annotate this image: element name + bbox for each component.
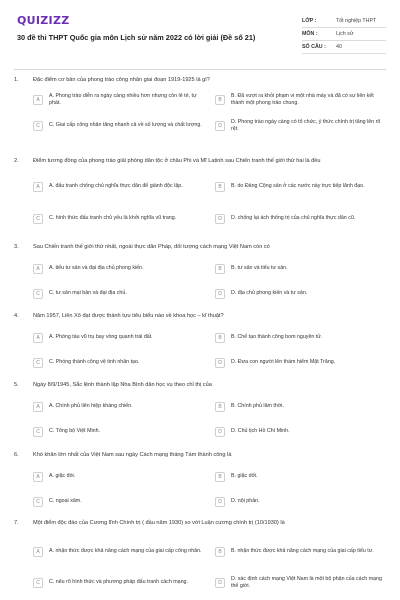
option-c[interactable]	[33, 572, 203, 593]
option-text: B. nhận thức được khả năng cách mạng của giai cấp tiểu tư.	[231, 548, 374, 554]
option-letter: C	[33, 427, 43, 437]
question-text: Một điểm độc đáo của Cương lĩnh Chính trị ( đầu năm 1930) so với Luận cương chính trị (10/1930) là	[33, 520, 285, 526]
question-text: Sau Chiến tranh thế giới thứ nhất, ngoài thực dân Pháp, đối tượng cách mạng Việt Nam còn có	[33, 244, 270, 250]
option-letter: C	[33, 289, 43, 299]
option-letter: C	[33, 358, 43, 368]
option-a[interactable]	[33, 89, 203, 110]
question-number: 6.	[14, 452, 19, 458]
option-text: A. giặc đói.	[49, 473, 76, 479]
option-text: B. tư sản và tiểu tư sản.	[231, 265, 288, 271]
option-letter: C	[33, 121, 43, 131]
question-7	[14, 520, 386, 589]
question-3	[14, 244, 386, 297]
option-text: A. nhận thức được khả năng cách mạng của giai cấp công nhân.	[49, 548, 202, 554]
option-letter: C	[33, 578, 43, 588]
question-number: 5.	[14, 382, 19, 388]
option-text: A. Chính phủ liên hiệp kháng chiến.	[49, 403, 133, 409]
option-letter: B	[215, 95, 225, 105]
meta-value: Lịch sử	[336, 31, 354, 37]
option-text: B. do Đảng Cộng sản ở các nước này trực tiếp lãnh đạo.	[231, 183, 365, 189]
option-text: D. Chủ tịch Hồ Chí Minh.	[231, 428, 290, 434]
option-letter: D	[215, 497, 225, 507]
question-5	[14, 382, 386, 435]
meta-key: SỐ CÂU :	[302, 44, 326, 50]
option-a[interactable]	[33, 176, 203, 197]
option-letter: A	[33, 472, 43, 482]
option-letter: B	[215, 472, 225, 482]
option-a[interactable]	[33, 258, 203, 279]
option-letter: D	[215, 427, 225, 437]
option-text: A. Phong trào diễn ra ngày càng nhiều hơn nhưng còn lẻ tẻ, tự phát.	[49, 92, 197, 106]
meta-row-class	[302, 15, 386, 28]
option-letter: B	[215, 182, 225, 192]
option-c[interactable]	[33, 208, 203, 229]
option-text: C. Giai cấp công nhân tăng nhanh cả về số lượng và chất lượng.	[49, 122, 202, 128]
option-b[interactable]	[215, 89, 386, 110]
option-c[interactable]	[33, 491, 203, 512]
question-text: Đặc điểm cơ bản của phong trào công nhân giai đoạn 1919-1925 là gì?	[33, 77, 210, 83]
option-b[interactable]	[215, 258, 386, 279]
option-letter: D	[215, 289, 225, 299]
option-text: C. tư sản mại bản và đại địa chủ.	[49, 290, 127, 296]
option-text: C. ngoại xâm.	[49, 498, 82, 504]
meta-value: 40	[336, 44, 342, 50]
option-letter: C	[33, 497, 43, 507]
worksheet-header	[0, 0, 400, 70]
question-number: 3.	[14, 244, 19, 250]
option-text: A. Phóng tàu vũ trụ bay vòng quanh trái đất.	[49, 334, 153, 340]
option-text: D. xác định cách mạng Việt Nam là một bộ phận của cách mạng thế giới.	[231, 575, 382, 589]
option-b[interactable]	[215, 541, 386, 562]
option-text: A. đấu tranh chống chủ nghĩa thực dân để giành độc lập.	[49, 183, 183, 189]
question-number: 7.	[14, 520, 19, 526]
option-text: D. nội phản.	[231, 498, 260, 504]
question-number: 1.	[14, 77, 19, 83]
question-text: Ngày 8/9/1945, Sắc lệnh thành lập Nha Bình dân học vụ theo chỉ thị của	[33, 382, 212, 388]
option-a[interactable]	[33, 396, 203, 417]
option-text: C. nêu rõ hình thức và phương pháp đấu tranh cách mạng.	[49, 579, 188, 585]
option-letter: B	[215, 264, 225, 274]
option-text: D. Phong trào ngày càng có tổ chức, ý thức chính trị tăng lên rõ rệt.	[231, 118, 381, 132]
question-4	[14, 313, 386, 366]
option-letter: D	[215, 121, 225, 131]
option-text: C. hình thức đấu tranh chủ yếu là khởi nghĩa vũ trang.	[49, 215, 177, 221]
option-a[interactable]	[33, 327, 203, 348]
meta-value: Tốt nghiệp THPT	[336, 18, 377, 24]
option-c[interactable]	[33, 352, 203, 373]
option-c[interactable]	[33, 283, 203, 304]
option-letter: B	[215, 547, 225, 557]
meta-key: MÔN :	[302, 31, 318, 37]
option-a[interactable]	[33, 541, 203, 562]
quizizz-logo: QUIZIZZ	[17, 14, 70, 27]
option-letter: C	[33, 214, 43, 224]
question-6	[14, 452, 386, 505]
option-d[interactable]	[215, 491, 386, 512]
option-text: D. Đưa con người lên thám hiểm Mặt Trăng.	[231, 359, 336, 365]
option-b[interactable]	[215, 396, 386, 417]
option-b[interactable]	[215, 176, 386, 197]
option-b[interactable]	[215, 466, 386, 487]
option-text: C. Phóng thành công vệ tinh nhân tạo.	[49, 359, 140, 365]
question-2	[14, 158, 386, 222]
option-letter: A	[33, 333, 43, 343]
worksheet-title: 30 đề thi THPT Quốc gia môn Lịch sử năm 2022 có lời giải (Đề số 21)	[17, 33, 256, 42]
option-d[interactable]	[215, 421, 386, 442]
option-c[interactable]	[33, 115, 203, 136]
option-letter: A	[33, 402, 43, 412]
option-text: B. Chế tạo thành công bom nguyên tử.	[231, 334, 323, 340]
option-letter: D	[215, 358, 225, 368]
question-1	[14, 77, 386, 132]
question-number: 4.	[14, 313, 19, 319]
option-a[interactable]	[33, 466, 203, 487]
option-letter: A	[33, 182, 43, 192]
meta-row-count	[302, 41, 386, 54]
option-letter: A	[33, 95, 43, 105]
meta-key: LỚP :	[302, 18, 317, 24]
option-letter: D	[215, 578, 225, 588]
option-text: B. Đã vượt ra khỏi phạm vi một nhà máy và đã có sự liên kết thành một phong trào chung.	[231, 92, 374, 106]
option-text: D. địa chủ phong kiến và tư sản.	[231, 290, 308, 296]
question-text: Năm 1957, Liên Xô đạt được thành tựu tiêu biểu nào về khoa học – kĩ thuật?	[33, 313, 224, 319]
option-letter: B	[215, 333, 225, 343]
option-text: D. chống lại ách thống trị của chủ nghĩa thực dân cũ.	[231, 215, 356, 221]
option-letter: A	[33, 264, 43, 274]
option-letter: D	[215, 214, 225, 224]
question-number: 2.	[14, 158, 19, 164]
option-text: B. giặc dốt.	[231, 473, 258, 479]
option-text: C. Tổng bộ Việt Minh.	[49, 428, 101, 434]
worksheet-meta	[302, 15, 386, 54]
option-d[interactable]	[215, 283, 386, 304]
option-b[interactable]	[215, 327, 386, 348]
option-d[interactable]	[215, 208, 386, 229]
meta-row-subject	[302, 28, 386, 41]
question-text: Khó khăn lớn nhất của Việt Nam sau ngày Cách mạng tháng Tám thành công là	[33, 452, 232, 458]
option-text: B. Chính phủ lâm thời.	[231, 403, 284, 409]
option-d[interactable]	[215, 115, 386, 136]
option-letter: B	[215, 402, 225, 412]
question-text: Điểm tương đồng của phong trào giải phóng dân tộc ở châu Phi và Mĩ Latinh sau Chiến tranh thế giới thứ hai là đều	[33, 158, 321, 164]
option-letter: A	[33, 547, 43, 557]
option-text: A. tiểu tư sản và đại địa chủ phong kiến.	[49, 265, 144, 271]
option-c[interactable]	[33, 421, 203, 442]
option-d[interactable]	[215, 352, 386, 373]
header-divider	[14, 69, 386, 70]
option-d[interactable]	[215, 572, 386, 593]
